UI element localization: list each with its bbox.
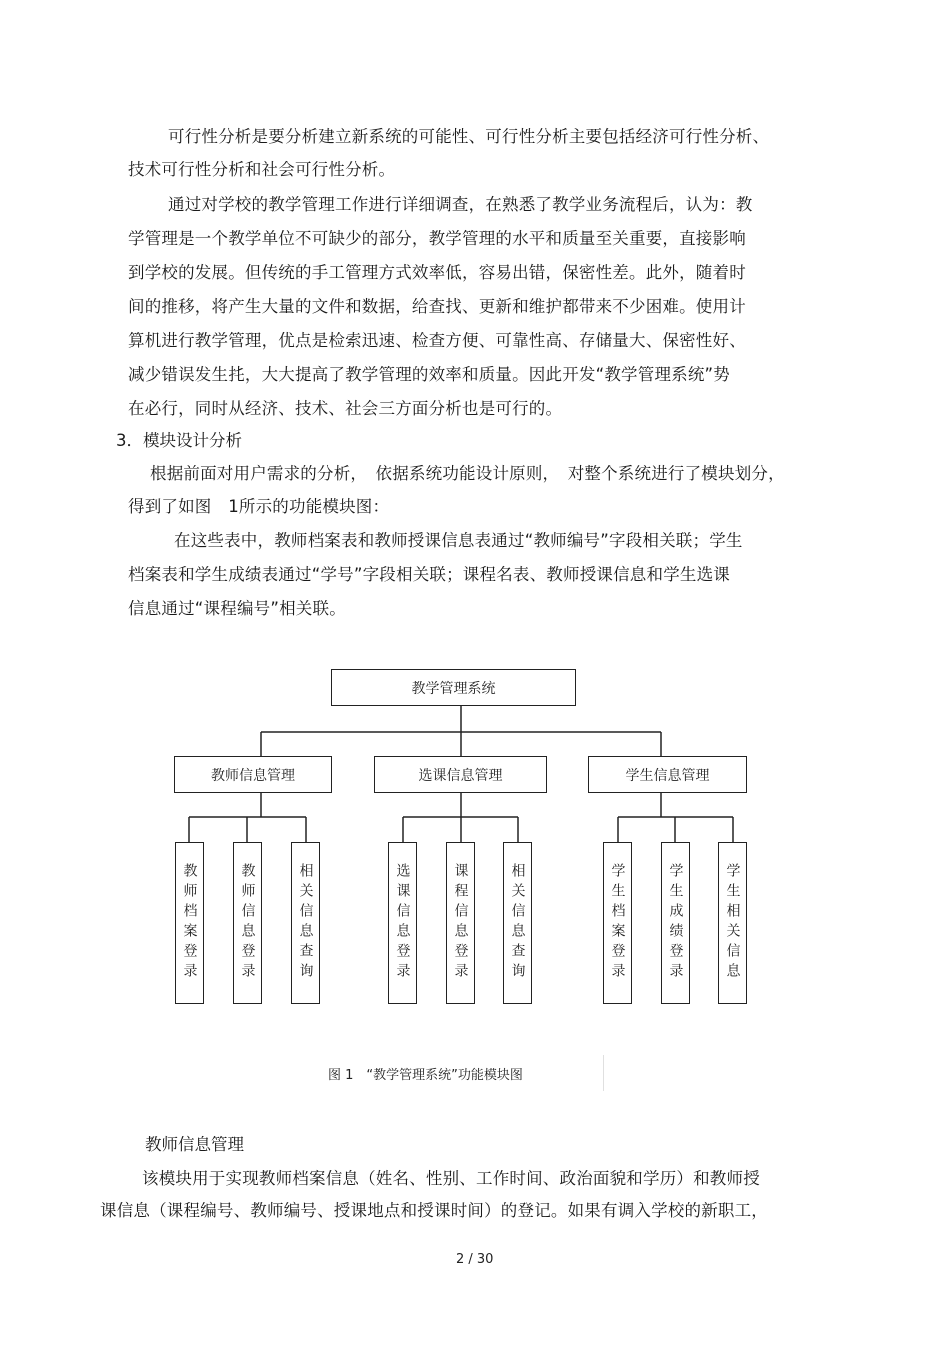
paragraph-line: 算机进行教学管理，优点是检索迅速、检查方便、可靠性高、存储量大、保密性好、	[128, 331, 746, 350]
paragraph-line: 档案表和学生成绩表通过“学号”字段相关联；课程名表、教师授课信息和学生选课	[128, 565, 730, 584]
leaf-box: 相关信息查询	[503, 842, 532, 1004]
paragraph-line: 根据前面对用户需求的分析， 依据系统功能设计原则， 对整个系统进行了模块划分，	[150, 464, 785, 483]
leaf-box: 学生档案登录	[603, 842, 632, 1004]
root-module-box: 教学管理系统	[331, 669, 576, 706]
paragraph-line: 该模块用于实现教师档案信息（姓名、性别、工作时间、政治面貌和学历）和教师授	[142, 1169, 760, 1188]
paragraph-line: 得到了如图 1所示的功能模块图：	[128, 497, 390, 516]
leaf-box: 课程信息登录	[446, 842, 475, 1004]
divider	[603, 1055, 604, 1091]
paragraph-line: 学管理是一个教学单位不可缺少的部分，教学管理的水平和质量至关重要，直接影响	[128, 229, 746, 248]
leaf-box: 相关信息查询	[291, 842, 320, 1004]
paragraph-line: 到学校的发展。但传统的手工管理方式效率低，容易出错，保密性差。此外，随着时	[128, 263, 746, 282]
page-number: 2 / 30	[456, 1252, 494, 1267]
paragraph-line: 信息通过“课程编号”相关联。	[128, 599, 346, 618]
leaf-box: 教师信息登录	[233, 842, 262, 1004]
group-box-course: 选课信息管理	[374, 756, 547, 793]
leaf-box: 学生成绩登录	[661, 842, 690, 1004]
leaf-box: 学生相关信息	[718, 842, 747, 1004]
group-box-teacher: 教师信息管理	[174, 756, 332, 793]
paragraph-line: 可行性分析是要分析建立新系统的可能性、可行性分析主要包括经济可行性分析、	[168, 127, 770, 146]
paragraph-line: 间的推移，将产生大量的文件和数据，给查找、更新和维护都带来不少困难。使用计	[128, 297, 746, 316]
section-heading: 3．模块设计分析	[116, 431, 242, 450]
leaf-box: 选课信息登录	[388, 842, 417, 1004]
paragraph-line: 在必行，同时从经济、技术、社会三方面分析也是可行的。	[128, 399, 563, 418]
subsection-heading: 教师信息管理	[145, 1135, 244, 1154]
figure-caption: 图 1 “教学管理系统”功能模块图	[328, 1068, 523, 1083]
paragraph-line: 通过对学校的教学管理工作进行详细调查，在熟悉了教学业务流程后，认为：教	[168, 195, 753, 214]
paragraph-line: 课信息（课程编号、教师编号、授课地点和授课时间）的登记。如果有调入学校的新职工，	[100, 1201, 768, 1220]
paragraph-line: 减少错误发生扥，大大提高了教学管理的效率和质量。因此开发“教学管理系统”势	[128, 365, 730, 384]
leaf-box: 教师档案登录	[175, 842, 204, 1004]
paragraph-line: 在这些表中，教师档案表和教师授课信息表通过“教师编号”字段相关联；学生	[174, 531, 743, 550]
group-box-student: 学生信息管理	[588, 756, 747, 793]
paragraph-line: 技术可行性分析和社会可行性分析。	[128, 160, 396, 179]
